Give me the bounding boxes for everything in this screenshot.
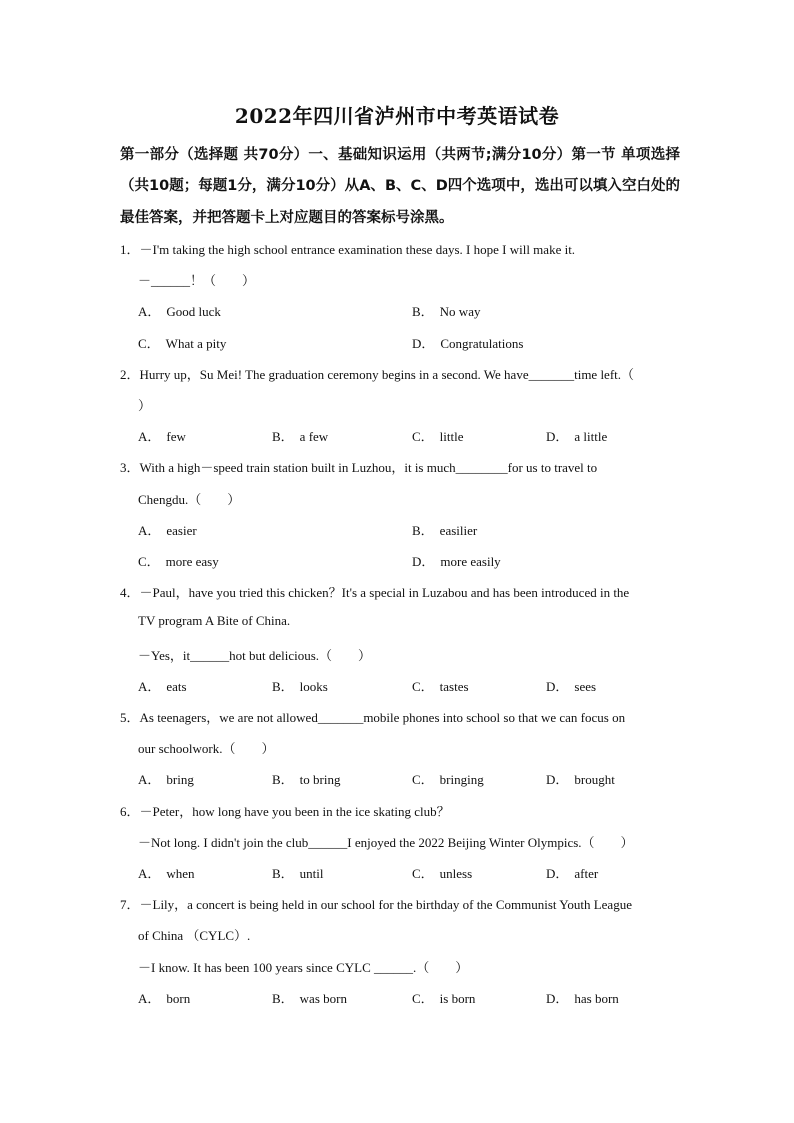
- option-text: eats: [166, 678, 187, 694]
- option-letter: B．: [272, 772, 294, 788]
- option-text: is born: [439, 990, 476, 1006]
- answer-option: [138, 301, 221, 320]
- option-letter: A．: [138, 429, 161, 445]
- option-letter: A．: [138, 866, 161, 881]
- option-text: after: [574, 866, 599, 881]
- option-letter: A．: [138, 522, 161, 538]
- question-line: ）: [138, 398, 152, 413]
- option-text: easilier: [439, 522, 478, 538]
- answer-option: [412, 301, 480, 320]
- answer-option: [138, 551, 219, 570]
- answer-option: [412, 769, 484, 788]
- option-text: few: [166, 429, 186, 445]
- answer-option: [546, 863, 598, 882]
- option-text: when: [166, 866, 195, 881]
- option-letter: B．: [272, 429, 294, 445]
- question-line: －Yes，it______hot but delicious.（ ）: [138, 647, 372, 663]
- option-text: brought: [574, 772, 615, 788]
- option-letter: D．: [546, 429, 569, 445]
- answer-option: [138, 863, 195, 882]
- option-text: to bring: [299, 772, 341, 788]
- option-letter: B．: [272, 866, 294, 881]
- answer-option: [546, 676, 596, 695]
- answer-option: [412, 333, 523, 352]
- question-stem: 4．－Paul，have you tried this chicken？It's a special in Luzabou and has been introduced in the: [120, 585, 630, 601]
- option-letter: B．: [272, 678, 294, 694]
- option-text: a few: [299, 429, 329, 445]
- question-line: －______！（ ）: [138, 273, 256, 289]
- option-letter: D．: [412, 335, 435, 351]
- option-letter: C．: [412, 866, 434, 881]
- answer-option: [412, 520, 477, 539]
- answer-option: [546, 426, 607, 445]
- question-line: －Not long. I didn't join the club______I enjoyed the 2022 Beijing Winter Olympics.（ ）: [138, 834, 634, 850]
- answer-option: [272, 863, 324, 882]
- answer-option: [138, 769, 194, 788]
- option-letter: C．: [412, 429, 434, 445]
- answer-option: [272, 676, 328, 695]
- option-letter: C．: [412, 678, 434, 694]
- option-letter: D．: [412, 554, 435, 569]
- question-line: our schoolwork.（ ）: [138, 741, 275, 757]
- option-letter: A．: [138, 678, 161, 694]
- option-text: little: [439, 429, 464, 445]
- section-instructions: 第一部分（选择题 共70分）一、基础知识运用（共两节;满分10分）第一节 单项选择（共10题；每题1分，满分10分）从A、B、C、D四个选项中，选出可以填入空白处的最佳答案，并把答题卡上对应题目的答案标号涂黑。: [120, 147, 680, 226]
- question-stem: 6．－Peter，how long have you been in the ice skating club？: [120, 803, 450, 819]
- option-letter: A．: [138, 772, 161, 788]
- option-text: Congratulations: [440, 335, 524, 351]
- option-text: looks: [299, 678, 328, 694]
- answer-option: [412, 676, 469, 695]
- option-letter: C．: [138, 554, 160, 569]
- answer-option: [138, 520, 197, 539]
- question-line: of China （CYLC）.: [138, 928, 251, 944]
- option-text: sees: [574, 678, 597, 694]
- question-stem: 7．－Lily，a concert is being held in our school for the birthday of the Communist Youth League: [120, 897, 632, 913]
- option-letter: A．: [138, 304, 161, 320]
- option-letter: B．: [272, 990, 294, 1006]
- option-letter: D．: [546, 866, 569, 881]
- option-text: tastes: [439, 678, 469, 694]
- option-text: No way: [439, 304, 481, 320]
- option-letter: A．: [138, 990, 161, 1006]
- option-letter: C．: [412, 990, 434, 1006]
- answer-option: [412, 988, 475, 1007]
- option-letter: B．: [412, 522, 434, 538]
- answer-option: [138, 426, 186, 445]
- option-text: until: [299, 866, 324, 881]
- question-stem: 5．As teenagers，we are not allowed_______mobile phones into school so that we can focus on: [120, 710, 626, 725]
- option-letter: B．: [412, 304, 434, 320]
- option-letter: D．: [546, 990, 569, 1006]
- question-stem: 2．Hurry up，Su Mei! The graduation ceremony begins in a second. We have_______time left.（: [120, 366, 635, 382]
- answer-option: [546, 769, 615, 788]
- answer-option: [272, 988, 347, 1007]
- answer-option: [546, 988, 619, 1007]
- answer-option: [272, 426, 328, 445]
- answer-option: [412, 426, 464, 445]
- answer-option: [138, 676, 187, 695]
- option-text: born: [166, 990, 191, 1006]
- option-text: more easily: [440, 554, 501, 569]
- exam-title: 2022年四川省泸州市中考英语试卷: [234, 104, 560, 128]
- option-text: unless: [439, 866, 473, 881]
- answer-option: [412, 551, 501, 570]
- answer-option: [412, 863, 472, 882]
- option-text: more easy: [165, 554, 219, 569]
- option-text: Good luck: [166, 304, 221, 320]
- answer-option: [138, 333, 226, 352]
- option-text: bring: [166, 772, 194, 788]
- option-text: What a pity: [165, 335, 227, 351]
- option-letter: D．: [546, 772, 569, 788]
- option-letter: C．: [138, 335, 160, 351]
- option-letter: D．: [546, 678, 569, 694]
- option-text: has born: [574, 990, 619, 1006]
- option-text: was born: [299, 990, 347, 1006]
- question-stem: 1．－I'm taking the high school entrance examination these days. I hope I will make it.: [120, 242, 576, 257]
- question-line: TV program A Bite of China.: [138, 613, 291, 629]
- option-text: a little: [574, 429, 608, 445]
- option-text: bringing: [439, 772, 484, 788]
- question-stem: 3．With a high－speed train station built in Luzhou，it is much________for us to travel to: [120, 460, 598, 476]
- option-text: easier: [166, 522, 197, 538]
- question-line: －I know. It has been 100 years since CYLC ______.（ ）: [138, 959, 469, 975]
- question-line: Chengdu.（ ）: [138, 491, 241, 507]
- answer-option: [272, 769, 340, 788]
- answer-option: [138, 988, 190, 1007]
- option-letter: C．: [412, 772, 434, 788]
